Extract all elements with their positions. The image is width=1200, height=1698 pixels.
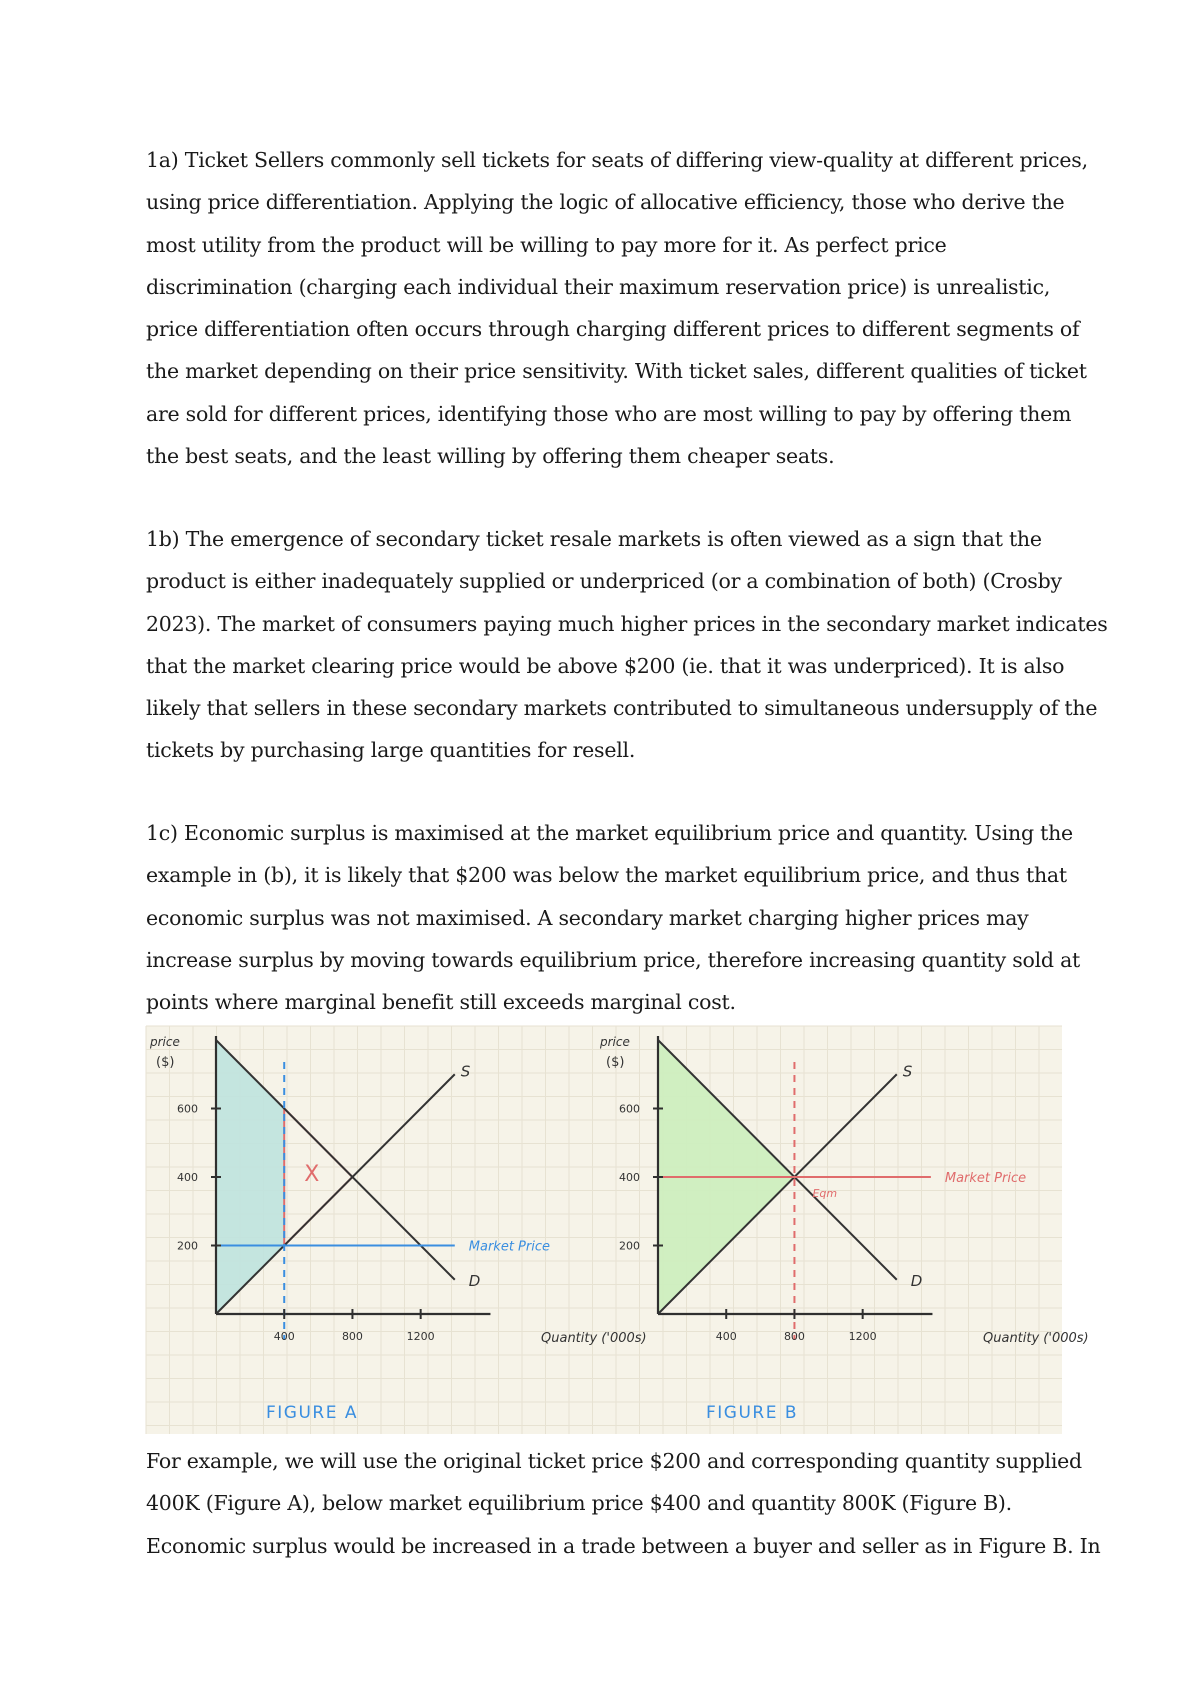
text-line: 1c) Economic surplus is maximised at the market equilibrium price and quantity. Using the — [146, 821, 1073, 845]
text-line: using price differentiation. Applying the logic of allocative efficiency, those who derive the — [146, 190, 1065, 215]
figures-svg — [146, 1026, 1089, 1434]
x-tick-label: 1200 — [406, 1330, 435, 1343]
text-line: For example, we will use the original ticket price $200 and corresponding quantity supplied — [146, 1449, 1082, 1473]
y-tick-label: 600 — [619, 1102, 640, 1116]
paragraph-1c — [146, 812, 1081, 1023]
x-tick-label: 400 — [273, 1330, 295, 1343]
paragraph-2 — [146, 1440, 1101, 1567]
text-line: 1b) The emergence of secondary ticket resale markets is often viewed as a sign that the — [146, 527, 1042, 551]
equilibrium-label: Eqm — [812, 1187, 838, 1200]
text-line: most utility from the product will be willing to pay more for it. As perfect price — [146, 232, 947, 257]
text-line: economic surplus was not maximised. A secondary market charging higher prices may — [146, 905, 1029, 930]
x-tick-label: 400 — [715, 1330, 737, 1343]
deadweight-marker: X — [304, 1162, 320, 1187]
y-tick-label: 400 — [177, 1171, 198, 1184]
supply-label: S — [902, 1062, 913, 1081]
text-line: discrimination (charging each individual their maximum reservation price) is unrealistic, — [146, 274, 1051, 299]
x-tick-label: 800 — [341, 1330, 363, 1343]
y-tick-label: 400 — [619, 1171, 640, 1184]
y-axis-label: price — [600, 1035, 630, 1049]
x-axis-label: Quantity ('000s) — [983, 1331, 1089, 1346]
y-axis-unit-label: ($) — [156, 1055, 175, 1070]
text-line: likely that sellers in these secondary markets contributed to simultaneous undersupply of the — [146, 696, 1098, 721]
text-line: 2023). The market of consumers paying much higher prices in the secondary market indicates — [146, 611, 1108, 636]
text-line: 1a) Ticket Sellers commonly sell tickets for seats of differing view-quality at different prices, — [146, 148, 1088, 172]
x-tick-label: 800 — [783, 1330, 805, 1343]
figure-title: FIGURE A — [266, 1403, 358, 1423]
figure-title: FIGURE B — [706, 1403, 799, 1423]
text-line: points where marginal benefit still exceeds marginal cost. — [146, 990, 736, 1015]
text-line: increase surplus by moving towards equilibrium price, therefore increasing quantity sold at — [146, 947, 1081, 972]
figure-image — [146, 1026, 1089, 1434]
y-tick-label: 200 — [177, 1239, 198, 1253]
y-tick-label: 200 — [619, 1239, 640, 1253]
demand-label: D — [468, 1271, 481, 1290]
market-price-label: Market Price — [468, 1239, 551, 1255]
text-line: price differentiation often occurs through charging different prices to different segments of — [146, 317, 1080, 342]
paragraph-1a — [146, 139, 1088, 477]
text-line: product is either inadequately supplied or underpriced (or a combination of both) (Crosby — [146, 569, 1062, 594]
text-line: tickets by purchasing large quantities for resell. — [146, 738, 636, 763]
demand-label: D — [910, 1271, 923, 1290]
paragraph-1b — [146, 518, 1108, 772]
supply-label: S — [460, 1062, 471, 1081]
x-tick-label: 1200 — [848, 1330, 877, 1343]
text-line: that the market clearing price would be above $200 (ie. that it was underpriced). It is also — [146, 653, 1065, 678]
x-axis-label: Quantity ('000s) — [541, 1331, 647, 1346]
y-axis-unit-label: ($) — [606, 1055, 625, 1070]
text-line: 400K (Figure A), below market equilibrium price $400 and quantity 800K (Figure B). — [146, 1491, 1012, 1516]
text-line: the market depending on their price sensitivity. With ticket sales, different qualities of ticket — [146, 359, 1087, 384]
text-line: example in (b), it is likely that $200 was below the market equilibrium price, and thus that — [146, 863, 1067, 888]
market-price-label: Market Price — [944, 1171, 1027, 1186]
y-tick-label: 600 — [177, 1102, 198, 1116]
y-axis-label: price — [150, 1035, 180, 1049]
text-line: Economic surplus would be increased in a trade between a buyer and seller as in Figure B. In — [146, 1533, 1101, 1558]
text-line: the best seats, and the least willing by offering them cheaper seats. — [146, 444, 835, 469]
text-line: are sold for different prices, identifying those who are most willing to pay by offering them — [146, 401, 1072, 426]
